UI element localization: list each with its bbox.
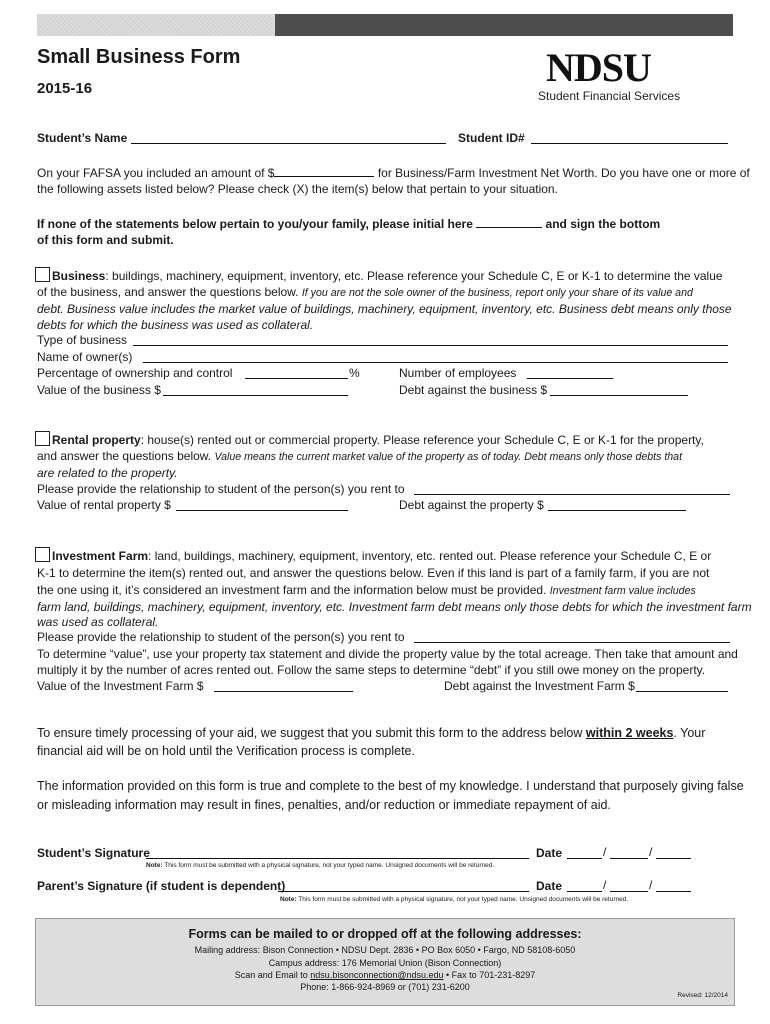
business-line-2b: If you are not the sole owner of the business, report only your share of its value and xyxy=(301,287,693,299)
academic-year: 2015-16 xyxy=(37,80,93,97)
header-dark-bar xyxy=(275,14,733,36)
scan-email-prefix: Scan and Email to xyxy=(234,970,311,980)
rental-debt-label: Debt against the property $ xyxy=(399,498,544,512)
parent-date-label: Date xyxy=(536,879,563,893)
ndsu-logo: NDSU xyxy=(546,45,651,90)
farm-value-label: Value of the Investment Farm $ xyxy=(37,679,204,693)
type-of-business-label: Type of business xyxy=(37,333,128,347)
rental-relationship-field[interactable] xyxy=(414,494,730,495)
investment-farm-label: Investment Farm xyxy=(52,549,149,563)
certify-line-1: The information provided on this form is true and complete to the best of my knowledge. I understand that purposely giving false xyxy=(37,779,744,793)
business-value-label: Value of the business $ xyxy=(37,383,161,397)
investment-farm-checkbox[interactable] xyxy=(35,547,50,562)
logo-subtitle: Student Financial Services xyxy=(538,89,681,103)
business-line-3: debt. Business value includes the market value of buildings, machinery, equipment, inventory, etc. Business debt means only those xyxy=(37,302,732,316)
business-debt-label: Debt against the business $ xyxy=(399,383,548,397)
initial-here-field[interactable] xyxy=(476,212,542,228)
rental-property-checkbox[interactable] xyxy=(35,431,50,446)
farm-line-3b: Investment farm value includes xyxy=(549,585,696,597)
mailing-address: Mailing address: Bison Connection • NDSU Dept. 2836 • PO Box 6050 • Fargo, ND 58108-6050 xyxy=(194,945,576,955)
header-pattern-bar xyxy=(37,14,275,36)
percent-sign: % xyxy=(349,366,360,380)
ownership-percent-label: Percentage of ownership and control xyxy=(37,366,233,380)
date-slash: / xyxy=(603,878,607,892)
student-signature-label: Student’s Signature xyxy=(37,846,150,860)
address-box xyxy=(35,918,735,1006)
student-date-day[interactable] xyxy=(610,858,648,859)
farm-line-4: farm land, buildings, machinery, equipment, inventory, etc. Investment farm debt means only those debts for which the investment farm xyxy=(37,600,752,614)
intro-line-2: the following assets listed below? Please check (X) the item(s) below that pertain to your situation. xyxy=(37,182,558,196)
rental-line-1: : house(s) rented out or commercial property. Please reference your Schedule C, E or K-1 for the property, xyxy=(140,433,704,447)
farm-line-2: K-1 to determine the item(s) rented out, and answer the questions below. Even if this land is part of a family farm, if you are not xyxy=(37,566,710,580)
business-debt-field[interactable] xyxy=(550,395,688,396)
farm-line-1: : land, buildings, machinery, equipment, inventory, etc. rented out. Please reference your Schedule C, E or xyxy=(148,549,712,563)
intro-text-b: for Business/Farm Investment Net Worth. Do you have one or more of xyxy=(374,166,750,180)
net-worth-amount-field[interactable] xyxy=(274,164,374,177)
farm-value-field[interactable] xyxy=(214,691,353,692)
parent-date-year[interactable] xyxy=(656,891,691,892)
farm-debt-field[interactable] xyxy=(636,691,728,692)
rental-line-2a: and answer the questions below. xyxy=(37,449,215,463)
timely-line-2: financial aid will be on hold until the Verification process is complete. xyxy=(37,744,415,758)
rental-line-3: are related to the property. xyxy=(37,466,178,480)
timely-text-b: . Your xyxy=(673,726,706,740)
revised-date: Revised: 12/2014 xyxy=(677,992,728,999)
phone-numbers: Phone: 1-866-924-8969 or (701) 231-6200 xyxy=(300,982,470,992)
ownership-percent-field[interactable] xyxy=(245,378,348,379)
intro-text-a: On your FAFSA you included an amount of $ xyxy=(37,166,275,180)
business-label: Business xyxy=(52,269,106,283)
email-link[interactable]: ndsu.bisonconnection@ndsu.edu xyxy=(310,970,444,980)
none-statement-a: If none of the statements below pertain to you/your family, please initial here xyxy=(37,217,473,231)
note-label: Note: xyxy=(146,862,163,869)
parent-signature-label: Parent’s Signature (if student is dependent) xyxy=(37,879,286,893)
certify-line-2: or misleading information may result in fines, penalties, and/or reduction or immediate repayment of aid. xyxy=(37,798,611,812)
date-slash: / xyxy=(649,845,653,859)
name-of-owners-label: Name of owner(s) xyxy=(37,350,133,364)
student-name-field[interactable] xyxy=(131,143,446,144)
student-date-month[interactable] xyxy=(567,858,602,859)
note-text: This form must be submitted with a physical signature, not your typed name. Unsigned documents will be returned. xyxy=(162,862,495,869)
farm-determine-2: multiply it by the number of acres rented out. Follow the same steps to determine “debt” if you still owe money on the property. xyxy=(37,663,706,677)
business-line-1: : buildings, machinery, equipment, inventory, etc. Please reference your Schedule C, E or K-1 to determine the value xyxy=(105,269,723,283)
farm-line-3a: the one using it, it’s considered an investment farm and the information below must be provided. xyxy=(37,583,550,597)
student-date-label: Date xyxy=(536,846,563,860)
date-slash: / xyxy=(649,878,653,892)
rental-property-label: Rental property xyxy=(52,433,141,447)
student-id-field[interactable] xyxy=(531,143,728,144)
timely-deadline: within 2 weeks xyxy=(585,726,674,740)
student-name-label: Student’s Name xyxy=(37,131,128,145)
business-checkbox[interactable] xyxy=(35,267,50,282)
note-label: Note: xyxy=(280,896,297,903)
note-text: This form must be submitted with a physical signature, not your typed name. Unsigned documents will be returned. xyxy=(296,896,629,903)
student-date-year[interactable] xyxy=(656,858,691,859)
business-line-4: debts for which the business was used as collateral. xyxy=(37,318,314,332)
rental-relationship-label: Please provide the relationship to student of the person(s) you rent to xyxy=(37,482,405,496)
none-statement-line-2: of this form and submit. xyxy=(37,233,174,247)
date-slash: / xyxy=(603,845,607,859)
timely-text-a: To ensure timely processing of your aid, we suggest that you submit this form to the address below xyxy=(37,726,586,740)
employees-field[interactable] xyxy=(527,378,613,379)
fax-number: • Fax to 701-231-8297 xyxy=(443,970,536,980)
student-id-label: Student ID# xyxy=(458,131,525,145)
rental-value-label: Value of rental property $ xyxy=(37,498,171,512)
farm-line-5: was used as collateral. xyxy=(37,615,159,629)
business-line-2a: of the business, and answer the questions below. xyxy=(37,285,302,299)
name-of-owners-field[interactable] xyxy=(143,362,728,363)
farm-debt-label: Debt against the Investment Farm $ xyxy=(444,679,635,693)
rental-value-field[interactable] xyxy=(176,510,348,511)
type-of-business-field[interactable] xyxy=(133,345,728,346)
campus-address: Campus address: 176 Memorial Union (Bison Connection) xyxy=(268,958,502,968)
employees-label: Number of employees xyxy=(399,366,517,380)
rental-line-2b: Value means the current market value of the property as of today. Debt means only those debts that xyxy=(214,451,683,463)
farm-determine-1: To determine “value”, use your property tax statement and divide the property value by the total acreage. Then take that amount and xyxy=(37,647,738,661)
farm-relationship-label: Please provide the relationship to student of the person(s) you rent to xyxy=(37,630,405,644)
farm-relationship-field[interactable] xyxy=(414,642,730,643)
address-heading: Forms can be mailed to or dropped off at the following addresses: xyxy=(188,927,582,941)
none-statement-b: and sign the bottom xyxy=(542,217,661,231)
business-value-field[interactable] xyxy=(163,395,348,396)
rental-debt-field[interactable] xyxy=(548,510,686,511)
page-title: Small Business Form xyxy=(37,46,241,68)
